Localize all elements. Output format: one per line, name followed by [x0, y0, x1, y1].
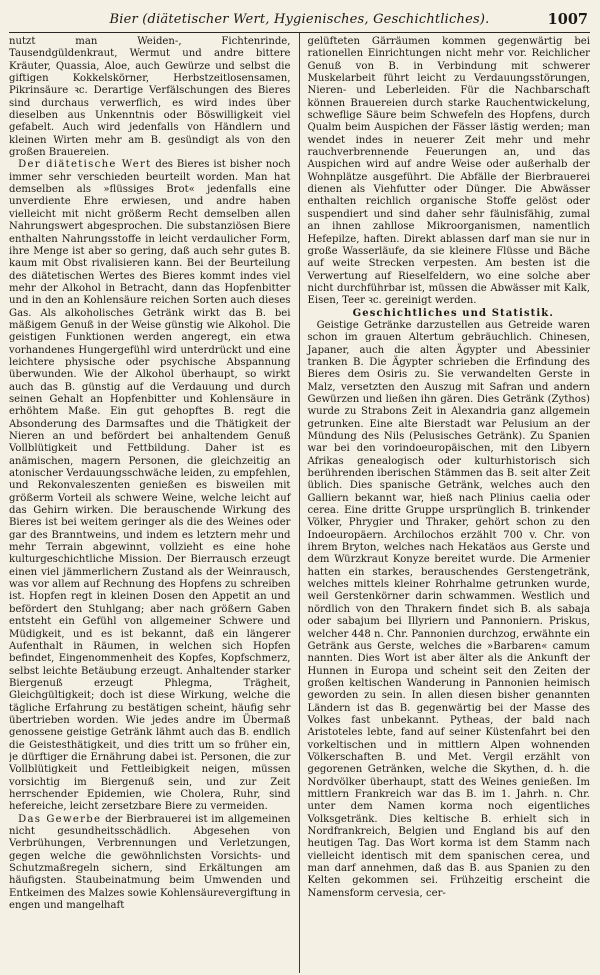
paragraph: nutzt man Weiden-, Fichtenrinde, Tausendgüldenkraut, Wermut und andre bittere Kräuter, Quassia, Aloe, auch Gewürze und selbst die giftigen Kokkelskörner, Herbstzeitlosensamen, Pikrinsäure ꝛc. Derartige Verfälschungen des Bieres sind durchaus verwerflich, es wird indes über dieselben aus Unkenntnis oder Böswilligkeit viel gefabelt. Auch wird jedenfalls von Händlern und kleinen Wirten mehr am B. gesündigt als von den großen Brauereien. — [9, 36, 291, 159]
section-heading: Geschichtliches und Statistik. — [352, 307, 554, 319]
page-number: 1007 — [547, 11, 588, 28]
paragraph — [9, 159, 291, 813]
paragraph: gelüfteten Gärräumen kommen gegenwärtig bei rationellen Einrichtungen nicht mehr vor. Reichlicher Genuß von B. in Verbindung mit schwerer Muskelarbeit führt leicht zu Verdauungsstörungen, Nieren- und Leberleiden. Für die Nachbarschaft können Brauereien durch starke Rauchentwickelung, schweflige Säure beim Schwefeln des Hopfens, durch Qualm beim Auspichen der Fässer lästig werden; man wendet indes in neuerer Zeit mehr und mehr rauchverbrennende Feuerungen an, und das Auspichen wird auf andre Weise oder außerhalb der Wohnplätze ausgeführt. Die Abfälle der Bierbrauerei dienen als Viehfutter oder Dünger. Die Abwässer enthalten reichlich organische Stoffe gelöst oder suspendiert und sind daher sehr fäulnisfähig, zumal an ihnen zahllose Mikroorganismen, namentlich Hefepilze, haften. Direkt ablassen darf man sie nur in große Wasserläufe, da sie kleinere Flüsse und Bäche auf weite Strecken verpesten. Am besten ist die Verwertung auf Rieselfeldern, wo eine solche aber nicht durchführbar ist, müssen die Abwässer mit Kalk, Eisen, Teer ꝛc. gereinigt werden. — [307, 36, 590, 307]
paragraph-text: der Bierbrauerei ist im allgemeinen nicht gesundheitsschädlich. Abgesehen von Verbrühungen, Verbrennungen und Verletzungen, gegen welche die gewöhnlichsten Vorsichts- und Schutzmaßregeln sichern, sind Erkältungen am häufigsten. Staubeinatmung beim Umwenden und Entkeimen des Malzes sowie Kohlensäurevergiftung in engen und mangelhaft — [9, 813, 291, 912]
running-head: Bier (diätetischer Wert, Hygienisches, Geschichtliches). — [109, 12, 490, 27]
section-lead: Der diätetische Wert — [18, 159, 152, 171]
paragraph-text: des Bieres ist bisher noch immer sehr verschieden beurteilt worden. Man hat demselben als »flüssiges Brot« jedenfalls eine unverdiente Ehre erwiesen, und andre haben vielleicht mit nicht größerm Recht demselben allen Nahrungswert abgesprochen. Die substanziösen Biere enthalten Nahrungsstoffe in leicht verdaulicher Form, ihre Menge ist aber so gering, daß auch sehr gutes B. kaum mit Obst rivalisieren kann. Bei der Beurteilung des diätetischen Wertes des Bieres kommt indes viel mehr der Alkohol in Betracht, dann das Hopfenbitter und in den an Kohlensäure reichen Sorten auch dieses Gas. Als alkoholisches Getränk wirkt das B. bei mäßigem Genuß in der Weise günstig wie Alkohol. Die geistigen Funktionen werden angeregt, ein etwa vorhandenes Hungergefühl wird unterdrückt und eine leichtere physische oder psychische Abspannung überwunden. Wie der Alkohol überhaupt, so wirkt auch das B. günstig auf die Verdauung und durch seinen Gehalt an Hopfenbitter und Kohlensäure in erhöhtem Maße. Ein gut gehopftes B. regt die Absonderung des Darmsaftes und die Thätigkeit der Nieren an und befördert bei anhaltendem Genuß Vollblütigkeit und Fettbildung. Daher ist es anämischen, magern Personen, die gleichzeitig an atonischer Verdauungsschwäche leiden, zu empfehlen, und Rekonvaleszenten genießen es bisweilen mit größerm Vorteil als schwere Weine, welche leicht auf das Gehirn wirken. Die berauschende Wirkung des Bieres ist bei weitem geringer als die des Weines oder gar des Branntweins, und indem es letztern mehr und mehr Terrain abgewinnt, vollzieht es eine hohe kulturgeschichtliche Mission. Der Bierrausch erzeugt einen viel jämmerlichern Zustand als der Weinrausch, was vor allem auf Rechnung des Hopfens zu schreiben ist. Hopfen regt in kleinen Dosen den Appetit an und befördert den Stuhlgang; aber nach größern Gaben entsteht ein Gefühl von allgemeiner Schwere und Müdigkeit, und es ist bekannt, daß ein längerer Aufenthalt in Räumen, in welchen sich Hopfen befindet, Eingenommenheit des Kopfes, Kopfschmerz, selbst leichte Betäubung erzeugt. Anhaltender starker Biergenuß erzeugt Phlegma, Trägheit, Gleichgültigkeit; doch ist diese Wirkung, welche die tägliche Erfahrung zu bestätigen scheint, häufig sehr übertrieben worden. Wie jedes andre im Übermaß genossene geistige Getränk lähmt auch das B. endlich die Geistesthätigkeit, und dies tritt um so früher ein, je dürftiger die Ernährung dabei ist. Personen, die zur Vollblütigkeit und Fettleibigkeit neigen, müssen vorsichtig im Biergenuß sein, und zur Zeit herrschender Epidemien, wie Cholera, Ruhr, sind hefereiche, leicht zersetzbare Biere zu vermeiden. — [9, 159, 291, 813]
text-columns — [9, 33, 590, 973]
right-column — [300, 33, 591, 973]
left-column — [9, 33, 300, 973]
paragraph: Geistige Getränke darzustellen aus Getreide waren schon im grauen Altertum gebräuchlich. Chinesen, Japaner, auch die alten Ägypter und Abessinier tranken B. Die Ägypter schrieben die Erfindung des Bieres dem Osiris zu. Sie verwandelten Gerste in Malz, versetzten den Auszug mit Safran und andern Gewürzen und ließen ihn gären. Dies Getränk (Zythos) wurde zu Strabons Zeit in Alexandria ganz allgemein getrunken. Eine alte Bierstadt war Pelusium an der Mündung des Nils (Pelusisches Getränk). Zu Spanien war bei den vorindoeuropäischen, mit den Libyern Afrikas genealogisch oder kulturhistorisch sich berührenden iberischen Stämmen das B. seit alter Zeit üblich. Dies spanische Getränk, welches auch den Galliern bekannt war, hieß nach Plinius caelia oder cerea. Eine dritte Gruppe ursprünglich B. trinkender Völker, Phrygier und Thraker, gehört schon zu den Indoeuropäern. Archilochos erzählt 700 v. Chr. von ihrem Bryton, welches nach Hekatäos aus Gerste und dem Würzkraut Konyze bereitet wurde. Die Armenier hatten ein starkes, berauschendes Gerstengetränk, welches mittels kleiner Rohrhalme getrunken wurde, weil Gerstenkörner darin schwammen. Westlich und nördlich von den Thrakern findet sich B. als sabaja oder sabajum bei Illyriern und Pannoniern. Priskus, welcher 448 n. Chr. Pannonien durchzog, erwähnte ein Getränk aus Gerste, welches die »Barbaren« camum nannten. Dies Wort ist aber älter als die Ankunft der Hunnen in Europa und scheint seit den Zeiten der großen keltischen Wanderung in Pannonien heimisch geworden zu sein. In allen diesen bisher genannten Ländern ist das B. gegenwärtig bei der Masse des Volkes fast unbekannt. Pytheas, der bald nach Aristoteles lebte, fand auf seiner Küstenfahrt bei den vorkeltischen und in mittlern Alpen wohnenden Völkerschaften B. und Met. Vergil erzählt von gegorenen Getränken, welche die Skythen, d. h. die Nordvölker überhaupt, statt des Weines genießen. Im mittlern Frankreich war das B. im 1. Jahrh. n. Chr. unter dem Namen korma noch eigentliches Volksgetränk. Dies keltische B. erhielt sich in Nordfrankreich, Belgien und England bis auf den heutigen Tag. Das Wort korma ist dem Stamm nach vielleicht identisch mit dem spanischen cerea, und man darf annehmen, daß das B. aus Spanien zu den Kelten gekommen sei. Frühzeitig erscheint die Namensform cervesia, cer- — [307, 319, 590, 899]
section-lead: Das Gewerbe — [18, 813, 102, 825]
page-header — [9, 8, 590, 33]
paragraph — [9, 814, 291, 913]
